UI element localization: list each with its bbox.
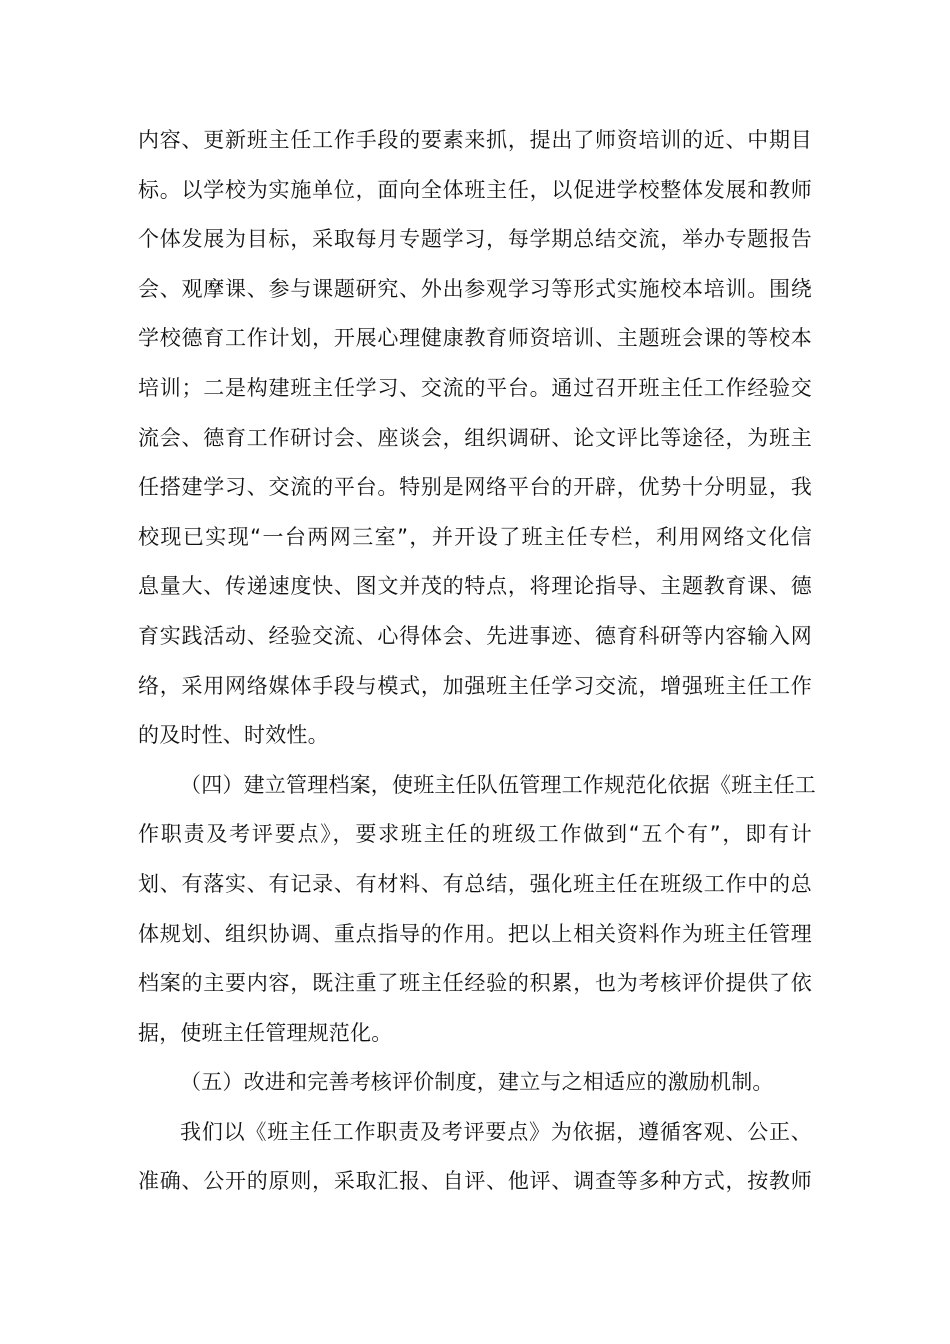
text-line: 档案的主要内容，既注重了班主任经验的积累，也为考核评价提供了依 [138, 971, 812, 996]
text-line: 校现已实现“一台两网三室”，并开设了班主任专栏，利用网络文化信 [138, 524, 812, 549]
text-line: 学校德育工作计划，开展心理健康教育师资培训、主题班会课的等校本 [138, 326, 812, 351]
document-body [138, 116, 816, 1207]
text-line: 我们以《班主任工作职责及考评要点》为依据，遵循客观、公正、 [180, 1119, 812, 1144]
text-line: 作职责及考评要点》，要求班主任的班级工作做到“五个有”，即有计 [138, 822, 812, 847]
text-line: 体规划、组织协调、重点指导的作用。把以上相关资料作为班主任管理 [138, 921, 812, 946]
text-line: 育实践活动、经验交流、心得体会、先进事迹、德育科研等内容输入网 [138, 623, 812, 648]
text-line: 培训；二是构建班主任学习、交流的平台。通过召开班主任工作经验交 [138, 375, 812, 400]
text-line: 会、观摩课、参与课题研究、外出参观学习等形式实施校本培训。围绕 [138, 276, 812, 301]
text-line: 络，采用网络媒体手段与模式，加强班主任学习交流，增强班主任工作 [138, 673, 812, 698]
text-line: 据，使班主任管理规范化。 [138, 1020, 393, 1045]
section-heading-4: （四）建立管理档案，使班主任队伍管理工作规范化依据《班主任工 [180, 772, 816, 797]
section-heading-5: （五）改进和完善考核评价制度，建立与之相适应的激励机制。 [180, 1070, 774, 1095]
text-line: 内容、更新班主任工作手段的要素来抓，提出了师资培训的近、中期目 [138, 128, 812, 152]
text-line: 标。以学校为实施单位，面向全体班主任，以促进学校整体发展和教师 [138, 177, 812, 202]
text-line: 准确、公开的原则，采取汇报、自评、他评、调查等多种方式，按教师 [138, 1169, 812, 1194]
text-line: 息量大、传递速度快、图文并茂的特点，将理论指导、主题教育课、德 [138, 574, 812, 599]
text-line: 的及时性、时效性。 [138, 723, 329, 748]
text-line: 个体发展为目标，采取每月专题学习，每学期总结交流，举办专题报告 [138, 227, 812, 252]
text-line: 任搭建学习、交流的平台。特别是网络平台的开辟，优势十分明显，我 [138, 475, 812, 500]
text-line: 流会、德育工作研讨会、座谈会，组织调研、论文评比等途径，为班主 [138, 425, 812, 450]
text-line: 划、有落实、有记录、有材料、有总结，强化班主任在班级工作中的总 [138, 871, 812, 896]
